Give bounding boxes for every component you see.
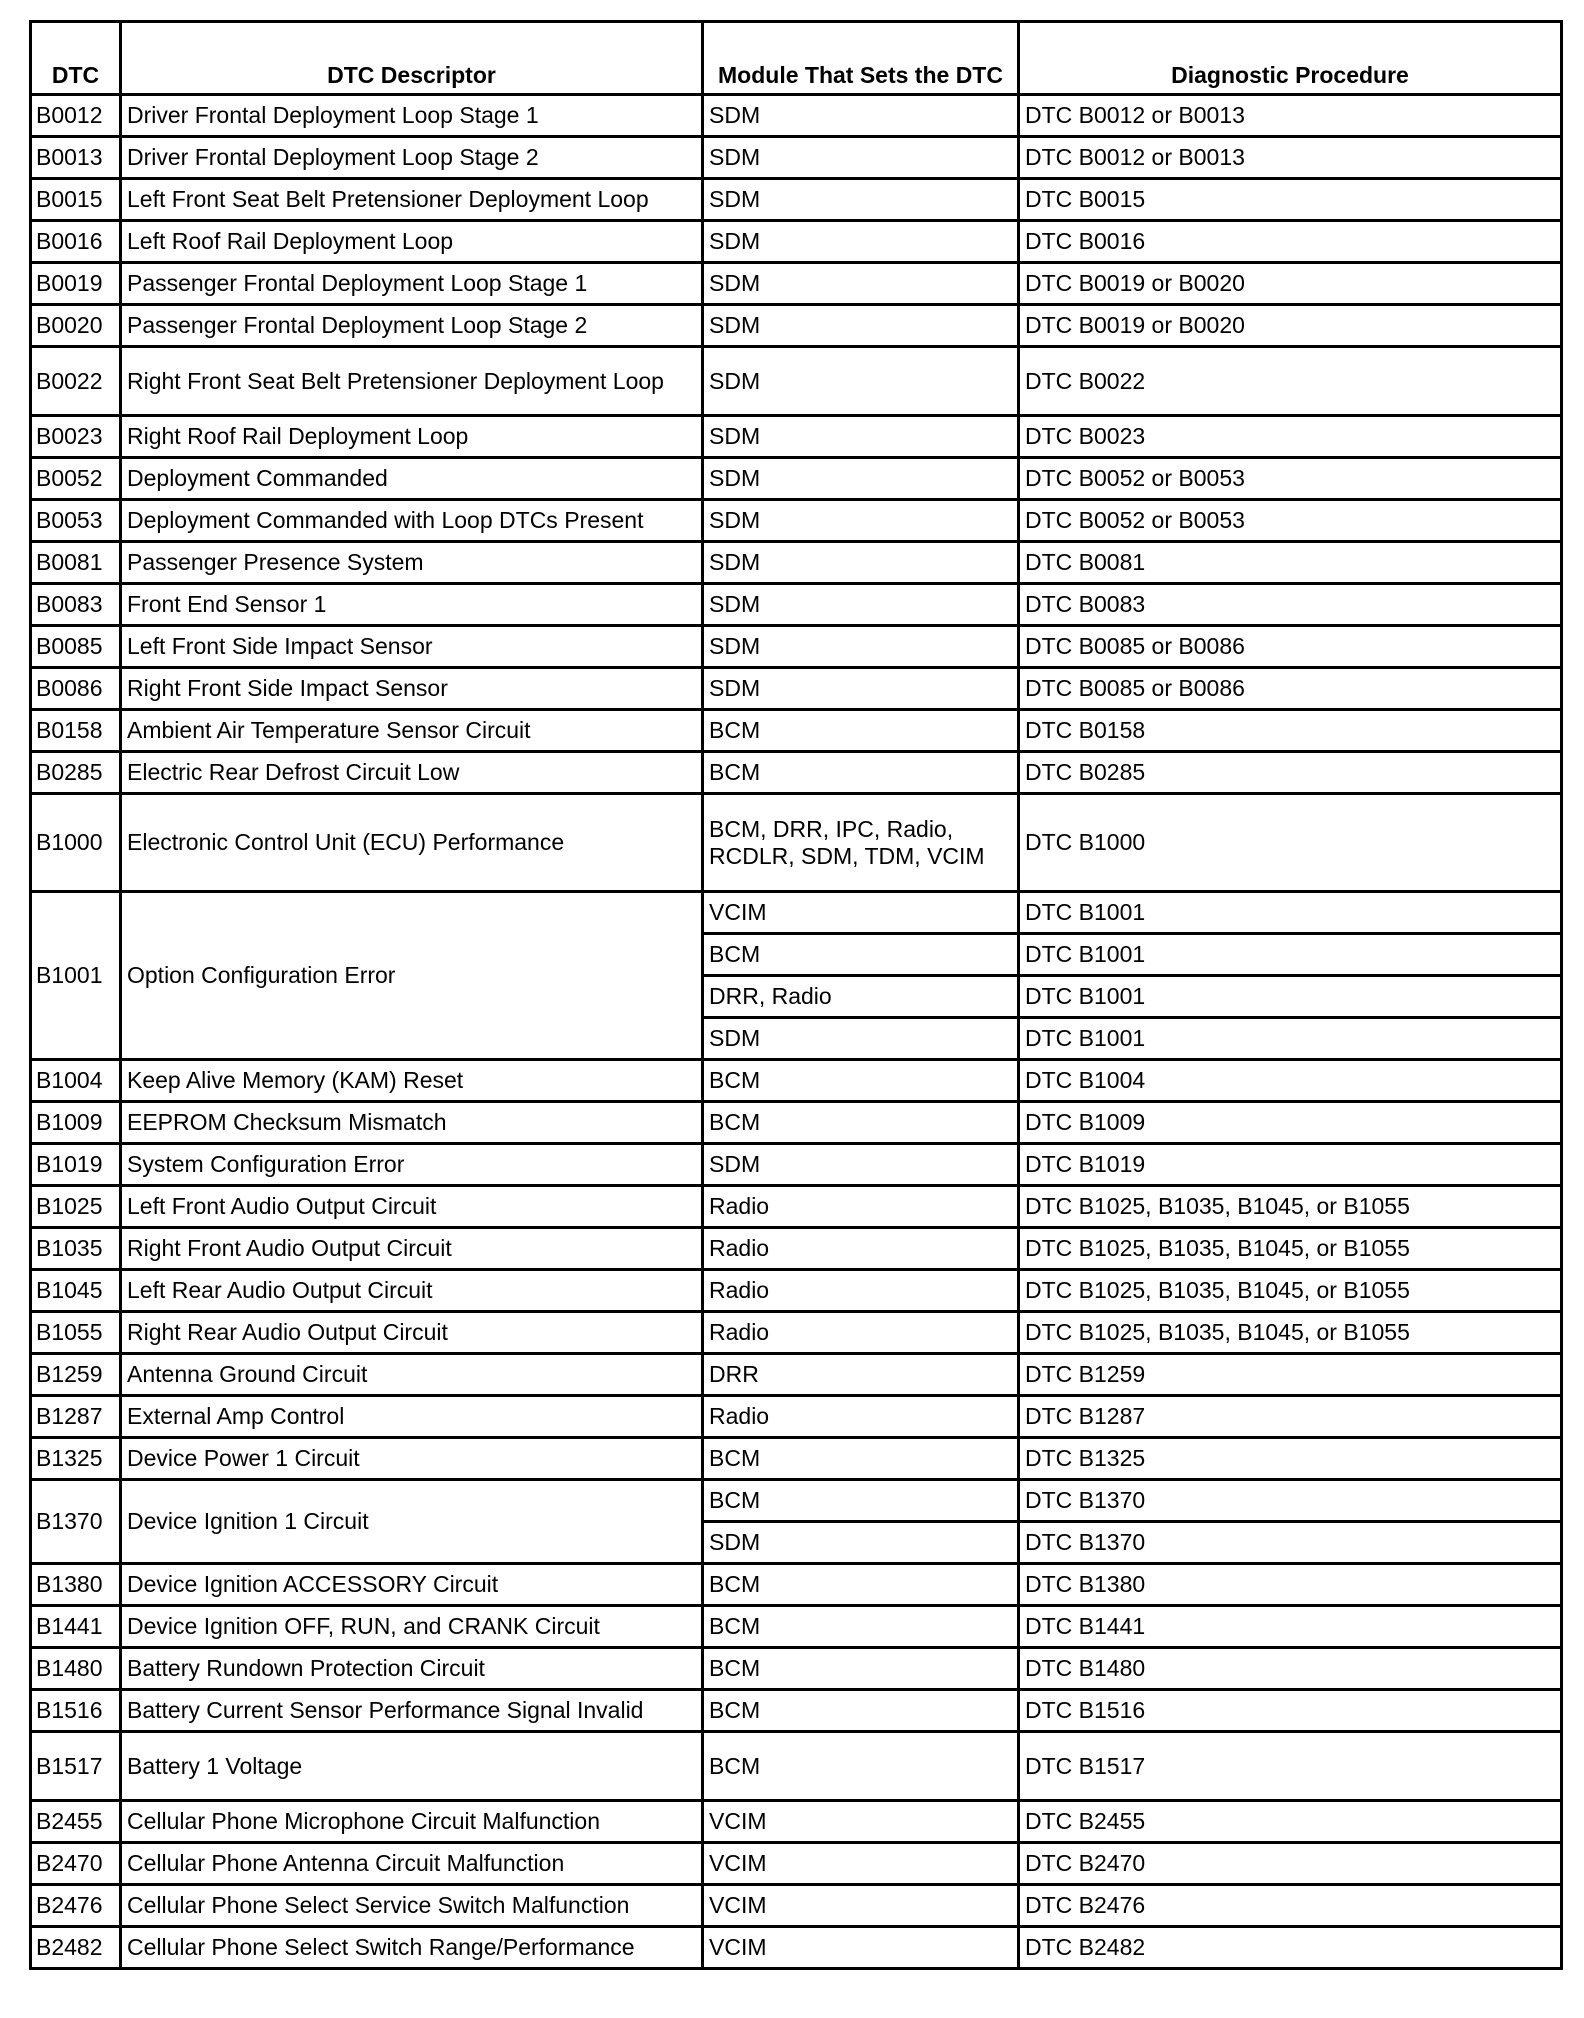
procedure-cell: DTC B1480 [1019, 1648, 1562, 1690]
procedure-cell: DTC B1001 [1019, 892, 1562, 934]
dtc-descriptor-cell: Right Rear Audio Output Circuit [121, 1312, 703, 1354]
dtc-descriptor-cell: Right Front Side Impact Sensor [121, 668, 703, 710]
table-row [31, 500, 1562, 542]
table-row [31, 1186, 1562, 1228]
dtc-descriptor-cell: Cellular Phone Select Switch Range/Performance [121, 1927, 703, 1969]
module-cell: BCM [703, 1732, 1019, 1801]
dtc-code-cell: B2482 [31, 1927, 121, 1969]
module-cell: Radio [703, 1228, 1019, 1270]
dtc-descriptor-cell: Option Configuration Error [121, 892, 703, 1060]
procedure-cell: DTC B0085 or B0086 [1019, 626, 1562, 668]
dtc-code-cell: B0012 [31, 95, 121, 137]
dtc-table [29, 20, 1563, 1970]
dtc-descriptor-cell: Left Roof Rail Deployment Loop [121, 221, 703, 263]
procedure-cell: DTC B0019 or B0020 [1019, 263, 1562, 305]
module-cell: BCM [703, 1102, 1019, 1144]
procedure-cell: DTC B0081 [1019, 542, 1562, 584]
procedure-cell: DTC B1019 [1019, 1144, 1562, 1186]
table-row [31, 1060, 1562, 1102]
dtc-descriptor-cell: Right Front Seat Belt Pretensioner Deployment Loop [121, 347, 703, 416]
header-dtc: DTC [31, 22, 121, 95]
dtc-descriptor-cell: Device Ignition 1 Circuit [121, 1480, 703, 1564]
module-cell: VCIM [703, 892, 1019, 934]
procedure-cell: DTC B0022 [1019, 347, 1562, 416]
table-row [31, 137, 1562, 179]
module-cell: BCM, DRR, IPC, Radio, RCDLR, SDM, TDM, VCIM [703, 794, 1019, 892]
module-cell: SDM [703, 1018, 1019, 1060]
table-row [31, 416, 1562, 458]
module-cell: BCM [703, 1480, 1019, 1522]
table-row [31, 347, 1562, 416]
header-module: Module That Sets the DTC [703, 22, 1019, 95]
table-row [31, 892, 1562, 934]
module-cell: SDM [703, 458, 1019, 500]
dtc-descriptor-cell: Electronic Control Unit (ECU) Performance [121, 794, 703, 892]
dtc-code-cell: B1035 [31, 1228, 121, 1270]
dtc-descriptor-cell: Device Power 1 Circuit [121, 1438, 703, 1480]
procedure-cell: DTC B1004 [1019, 1060, 1562, 1102]
dtc-code-cell: B1055 [31, 1312, 121, 1354]
dtc-code-cell: B1259 [31, 1354, 121, 1396]
table-row [31, 305, 1562, 347]
dtc-code-cell: B0053 [31, 500, 121, 542]
table-row [31, 1885, 1562, 1927]
module-cell: VCIM [703, 1885, 1019, 1927]
table-row [31, 1927, 1562, 1969]
table-row [31, 179, 1562, 221]
dtc-descriptor-cell: Cellular Phone Antenna Circuit Malfunction [121, 1843, 703, 1885]
dtc-descriptor-cell: Passenger Presence System [121, 542, 703, 584]
dtc-descriptor-cell: Deployment Commanded with Loop DTCs Present [121, 500, 703, 542]
dtc-descriptor-cell: Device Ignition OFF, RUN, and CRANK Circuit [121, 1606, 703, 1648]
module-cell: SDM [703, 221, 1019, 263]
procedure-cell: DTC B1001 [1019, 976, 1562, 1018]
dtc-code-cell: B0020 [31, 305, 121, 347]
procedure-cell: DTC B1370 [1019, 1522, 1562, 1564]
dtc-code-cell: B2476 [31, 1885, 121, 1927]
module-cell: BCM [703, 1060, 1019, 1102]
procedure-cell: DTC B1001 [1019, 934, 1562, 976]
module-cell: SDM [703, 1144, 1019, 1186]
table-row [31, 1648, 1562, 1690]
table-row [31, 1732, 1562, 1801]
procedure-cell: DTC B1516 [1019, 1690, 1562, 1732]
module-cell: Radio [703, 1396, 1019, 1438]
table-row [31, 95, 1562, 137]
table-row [31, 1354, 1562, 1396]
table-row [31, 1480, 1562, 1522]
procedure-cell: DTC B0052 or B0053 [1019, 500, 1562, 542]
module-cell: BCM [703, 1606, 1019, 1648]
dtc-descriptor-cell: Keep Alive Memory (KAM) Reset [121, 1060, 703, 1102]
dtc-descriptor-cell: Passenger Frontal Deployment Loop Stage 1 [121, 263, 703, 305]
dtc-code-cell: B1516 [31, 1690, 121, 1732]
dtc-code-cell: B1517 [31, 1732, 121, 1801]
procedure-cell: DTC B2476 [1019, 1885, 1562, 1927]
procedure-cell: DTC B0083 [1019, 584, 1562, 626]
table-row [31, 263, 1562, 305]
procedure-cell: DTC B1009 [1019, 1102, 1562, 1144]
module-cell: SDM [703, 263, 1019, 305]
procedure-cell: DTC B0158 [1019, 710, 1562, 752]
module-cell: SDM [703, 542, 1019, 584]
dtc-descriptor-cell: Device Ignition ACCESSORY Circuit [121, 1564, 703, 1606]
dtc-descriptor-cell: Left Front Side Impact Sensor [121, 626, 703, 668]
module-cell: BCM [703, 1648, 1019, 1690]
procedure-cell: DTC B1001 [1019, 1018, 1562, 1060]
dtc-code-cell: B1004 [31, 1060, 121, 1102]
module-cell: SDM [703, 305, 1019, 347]
table-row [31, 1102, 1562, 1144]
table-row [31, 710, 1562, 752]
dtc-code-cell: B0083 [31, 584, 121, 626]
module-cell: SDM [703, 137, 1019, 179]
procedure-cell: DTC B1287 [1019, 1396, 1562, 1438]
dtc-code-cell: B0016 [31, 221, 121, 263]
dtc-code-cell: B1001 [31, 892, 121, 1060]
module-cell: BCM [703, 1690, 1019, 1732]
procedure-cell: DTC B2482 [1019, 1927, 1562, 1969]
module-cell: BCM [703, 1438, 1019, 1480]
dtc-code-cell: B1441 [31, 1606, 121, 1648]
dtc-descriptor-cell: Battery Current Sensor Performance Signal Invalid [121, 1690, 703, 1732]
table-row [31, 1270, 1562, 1312]
dtc-descriptor-cell: Left Rear Audio Output Circuit [121, 1270, 703, 1312]
module-cell: SDM [703, 500, 1019, 542]
procedure-cell: DTC B1025, B1035, B1045, or B1055 [1019, 1312, 1562, 1354]
table-row [31, 1438, 1562, 1480]
dtc-code-cell: B2455 [31, 1801, 121, 1843]
dtc-code-cell: B1009 [31, 1102, 121, 1144]
module-cell: VCIM [703, 1843, 1019, 1885]
table-row [31, 752, 1562, 794]
table-header [31, 22, 1562, 95]
dtc-code-cell: B1370 [31, 1480, 121, 1564]
procedure-cell: DTC B0012 or B0013 [1019, 137, 1562, 179]
procedure-cell: DTC B1025, B1035, B1045, or B1055 [1019, 1186, 1562, 1228]
table-row [31, 1396, 1562, 1438]
module-cell: DRR, Radio [703, 976, 1019, 1018]
dtc-descriptor-cell: Front End Sensor 1 [121, 584, 703, 626]
procedure-cell: DTC B1325 [1019, 1438, 1562, 1480]
dtc-code-cell: B0086 [31, 668, 121, 710]
dtc-descriptor-cell: Antenna Ground Circuit [121, 1354, 703, 1396]
module-cell: SDM [703, 95, 1019, 137]
dtc-code-cell: B1380 [31, 1564, 121, 1606]
module-cell: SDM [703, 347, 1019, 416]
procedure-cell: DTC B0019 or B0020 [1019, 305, 1562, 347]
table-row [31, 1801, 1562, 1843]
procedure-cell: DTC B1025, B1035, B1045, or B1055 [1019, 1228, 1562, 1270]
dtc-code-cell: B0023 [31, 416, 121, 458]
procedure-cell: DTC B1370 [1019, 1480, 1562, 1522]
table-row [31, 1144, 1562, 1186]
module-cell: SDM [703, 1522, 1019, 1564]
procedure-cell: DTC B2470 [1019, 1843, 1562, 1885]
module-cell: SDM [703, 668, 1019, 710]
procedure-cell: DTC B0015 [1019, 179, 1562, 221]
dtc-code-cell: B0015 [31, 179, 121, 221]
dtc-code-cell: B0013 [31, 137, 121, 179]
header-descriptor: DTC Descriptor [121, 22, 703, 95]
dtc-code-cell: B0158 [31, 710, 121, 752]
dtc-code-cell: B1325 [31, 1438, 121, 1480]
dtc-descriptor-cell: EEPROM Checksum Mismatch [121, 1102, 703, 1144]
procedure-cell: DTC B1441 [1019, 1606, 1562, 1648]
procedure-cell: DTC B0052 or B0053 [1019, 458, 1562, 500]
procedure-cell: DTC B2455 [1019, 1801, 1562, 1843]
module-cell: BCM [703, 934, 1019, 976]
dtc-descriptor-cell: Left Front Seat Belt Pretensioner Deployment Loop [121, 179, 703, 221]
module-cell: BCM [703, 1564, 1019, 1606]
module-cell: SDM [703, 626, 1019, 668]
procedure-cell: DTC B0085 or B0086 [1019, 668, 1562, 710]
dtc-code-cell: B0285 [31, 752, 121, 794]
dtc-code-cell: B0085 [31, 626, 121, 668]
dtc-descriptor-cell: Cellular Phone Select Service Switch Malfunction [121, 1885, 703, 1927]
module-cell: SDM [703, 584, 1019, 626]
dtc-code-cell: B1000 [31, 794, 121, 892]
dtc-code-cell: B1025 [31, 1186, 121, 1228]
dtc-descriptor-cell: Right Roof Rail Deployment Loop [121, 416, 703, 458]
table-row [31, 1843, 1562, 1885]
dtc-code-cell: B0052 [31, 458, 121, 500]
procedure-cell: DTC B1025, B1035, B1045, or B1055 [1019, 1270, 1562, 1312]
dtc-code-cell: B1019 [31, 1144, 121, 1186]
module-cell: BCM [703, 752, 1019, 794]
table-body [31, 95, 1562, 1969]
module-cell: BCM [703, 710, 1019, 752]
dtc-code-cell: B0022 [31, 347, 121, 416]
module-cell: Radio [703, 1270, 1019, 1312]
dtc-descriptor-cell: Right Front Audio Output Circuit [121, 1228, 703, 1270]
module-cell: DRR [703, 1354, 1019, 1396]
table-row [31, 584, 1562, 626]
dtc-descriptor-cell: Driver Frontal Deployment Loop Stage 1 [121, 95, 703, 137]
header-procedure: Diagnostic Procedure [1019, 22, 1562, 95]
procedure-cell: DTC B0016 [1019, 221, 1562, 263]
dtc-descriptor-cell: Cellular Phone Microphone Circuit Malfunction [121, 1801, 703, 1843]
dtc-code-cell: B2470 [31, 1843, 121, 1885]
table-row [31, 542, 1562, 584]
dtc-code-cell: B0019 [31, 263, 121, 305]
table-row [31, 1606, 1562, 1648]
module-cell: VCIM [703, 1801, 1019, 1843]
table-row [31, 1312, 1562, 1354]
procedure-cell: DTC B1380 [1019, 1564, 1562, 1606]
dtc-descriptor-cell: External Amp Control [121, 1396, 703, 1438]
procedure-cell: DTC B0012 or B0013 [1019, 95, 1562, 137]
module-cell: Radio [703, 1312, 1019, 1354]
table-row [31, 221, 1562, 263]
table-row [31, 1228, 1562, 1270]
dtc-descriptor-cell: Deployment Commanded [121, 458, 703, 500]
procedure-cell: DTC B1259 [1019, 1354, 1562, 1396]
dtc-descriptor-cell: Ambient Air Temperature Sensor Circuit [121, 710, 703, 752]
module-cell: VCIM [703, 1927, 1019, 1969]
procedure-cell: DTC B1000 [1019, 794, 1562, 892]
dtc-descriptor-cell: Electric Rear Defrost Circuit Low [121, 752, 703, 794]
dtc-code-cell: B0081 [31, 542, 121, 584]
dtc-code-cell: B1480 [31, 1648, 121, 1690]
dtc-code-cell: B1287 [31, 1396, 121, 1438]
dtc-descriptor-cell: Battery Rundown Protection Circuit [121, 1648, 703, 1690]
table-row [31, 626, 1562, 668]
table-row [31, 668, 1562, 710]
module-cell: SDM [703, 179, 1019, 221]
dtc-descriptor-cell: Passenger Frontal Deployment Loop Stage 2 [121, 305, 703, 347]
procedure-cell: DTC B0023 [1019, 416, 1562, 458]
table-row [31, 458, 1562, 500]
dtc-descriptor-cell: Battery 1 Voltage [121, 1732, 703, 1801]
dtc-code-cell: B1045 [31, 1270, 121, 1312]
module-cell: Radio [703, 1186, 1019, 1228]
header-row [31, 22, 1562, 95]
procedure-cell: DTC B1517 [1019, 1732, 1562, 1801]
dtc-descriptor-cell: System Configuration Error [121, 1144, 703, 1186]
dtc-descriptor-cell: Driver Frontal Deployment Loop Stage 2 [121, 137, 703, 179]
module-cell: SDM [703, 416, 1019, 458]
dtc-descriptor-cell: Left Front Audio Output Circuit [121, 1186, 703, 1228]
procedure-cell: DTC B0285 [1019, 752, 1562, 794]
table-row [31, 1690, 1562, 1732]
table-row [31, 1564, 1562, 1606]
table-row [31, 794, 1562, 892]
